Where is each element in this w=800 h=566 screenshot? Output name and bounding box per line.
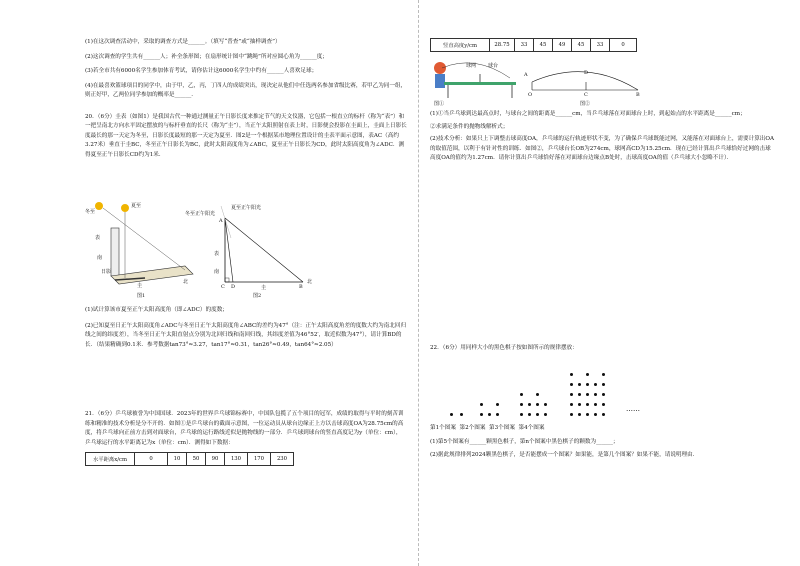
fig-label-c: C <box>584 92 588 98</box>
column-divider <box>418 0 419 566</box>
table-cell: 45 <box>572 39 591 52</box>
black-piece-dot <box>520 393 523 396</box>
table-cell: 45 <box>534 39 553 52</box>
black-piece-dot <box>594 413 597 416</box>
q20-figures <box>85 198 315 303</box>
fig-label-a: A <box>524 72 528 78</box>
table-y <box>430 38 637 52</box>
fig2-label-a: A <box>219 218 223 224</box>
black-piece-dot <box>570 393 573 396</box>
q19-line-2: (2)这次调查的学生共有______人；补全条形图；在扇形统计图中“跳绳”所对应圆心角为______度； <box>85 53 328 60</box>
q19-line-1: (1)在这次调查活动中，采取的调查方式是______。（填写“普查”或“抽样调查”） <box>85 39 281 45</box>
black-piece-dot <box>450 413 453 416</box>
fig-left-caption: 图① <box>434 101 445 107</box>
black-piece-dot <box>586 383 589 386</box>
black-piece-dot <box>460 413 463 416</box>
fig2-caption: 图2 <box>253 293 262 299</box>
table-header: 水平距离x/cm <box>86 453 135 466</box>
black-piece-dot <box>544 403 547 406</box>
q22-intro: 22．（6分）用同样大小的黑色棋子按如图所示的规律摆放： <box>430 345 578 351</box>
table-cell: 130 <box>225 453 248 466</box>
left-column <box>85 38 407 160</box>
black-piece-dot <box>536 413 539 416</box>
q21-sub-3: (2)技术分析：如果只上下调整击球高度OA，乒乓球的运行轨迹形状不变，为了确保乒乓球既能过网，又能落在对面球台上，需要计算出OA的取值范围，以利于有针对性的训练．如图②，乒乓球台长OB为274cm，球网高CD为15.25cm．现在已经计算出乒乓球恰好过网的击球高度OA的值约为1.27cm．请你计算出乒乓球恰好落在对面球台边缘点B处时，击球高度OA的值（乒乓球大小忽略不计）． <box>430 136 775 161</box>
right-column-q22-lower <box>430 424 775 461</box>
black-piece-dot <box>570 413 573 416</box>
fig1-label-shadow: 日影 <box>101 269 112 275</box>
q21-sub-1: (1)①当乒乓球到达最高点时，与球台之间的距离是______cm，当乒乓球落在对面球台上时，到起始点的水平距离是______cm； <box>430 111 746 117</box>
black-piece-dot <box>480 413 483 416</box>
black-piece-dot <box>578 413 581 416</box>
pattern-caption-4: 第4个图案 <box>518 425 545 431</box>
black-piece-dot <box>528 403 531 406</box>
table-cell: 50 <box>187 453 206 466</box>
left-column-lower <box>85 306 407 466</box>
black-piece-dot <box>496 403 499 406</box>
right-column-top <box>430 38 775 52</box>
pattern-caption-2: 第2个图案 <box>459 425 486 431</box>
fig2-label-c: C <box>221 284 225 290</box>
black-piece-dot <box>496 413 499 416</box>
fig2-label-south: 南 <box>214 269 220 275</box>
black-piece-dot <box>602 403 605 406</box>
black-piece-dot <box>602 393 605 396</box>
black-piece-dot <box>544 413 547 416</box>
black-piece-dot <box>520 413 523 416</box>
table-cell: 0 <box>610 39 637 52</box>
black-piece-dot <box>480 403 483 406</box>
fig-label-net: 球网 <box>466 63 477 69</box>
table-cell: 170 <box>248 453 271 466</box>
pattern-caption-1: 第1个图案 <box>430 425 456 431</box>
fig-label-table: 球台 <box>488 63 499 69</box>
fig1-label-gui: 圭 <box>137 283 143 289</box>
q22-sub-2: (2)据此规律排列2024颗黑色棋子，是否能摆成一个图案？如果能，是第几个图案？如果不能，请说明理由． <box>430 452 699 458</box>
sun-summer-icon <box>121 204 129 212</box>
black-piece-dot <box>586 403 589 406</box>
pattern-captions <box>430 424 775 434</box>
table-row <box>86 453 294 466</box>
black-piece-dot <box>570 403 573 406</box>
q19-line-3: (3)若全市共有6000名学生参加体育考试，请你估计这6000名学生中约有______人喜欢足球； <box>85 68 318 74</box>
fig1-caption: 图1 <box>137 293 146 299</box>
fig2-label-gui: 圭 <box>261 285 267 291</box>
black-piece-dot <box>520 403 523 406</box>
black-piece-dot <box>586 373 589 376</box>
sun-winter-icon <box>95 202 103 210</box>
table-cell: 33 <box>515 39 534 52</box>
black-piece-dot <box>570 383 573 386</box>
black-piece-dot <box>586 393 589 396</box>
fig1-label-winter: 冬至 <box>85 209 96 215</box>
right-column-q22 <box>430 344 775 354</box>
q21-intro: 21．（6分）乒乓球被誉为中国国球．2023年的世界乒乓球锦标赛中，中国队包揽了五个项目的冠军，成绩的取得与平时的刻苦训练和精准的技术分析是分不开的．如图①是乒乓球台的截面示意图，一位运动员从球台边缘正上方以击球高度OA为28.75cm的高度，将乒乓球向正前方击到对面球台，乒乓球的运行路线近似是抛物线的一部分．乒乓球到球台的竖直高度记为y（单位：cm），乒乓球运行的水平距离记为x（单位：cm）．测得如下数据： <box>85 411 404 446</box>
fig1-label-summer: 夏至 <box>131 203 142 209</box>
table-cell: 49 <box>553 39 572 52</box>
table-cell: 230 <box>271 453 294 466</box>
table-cell: 10 <box>168 453 187 466</box>
black-piece-dot <box>570 373 573 376</box>
q20-sub-1: (1)试计算该市夏至正午太阳高度角（即∠ADC）的度数； <box>85 307 228 313</box>
black-piece-dot <box>594 403 597 406</box>
fig2-label-b: B <box>299 284 303 290</box>
black-piece-dot <box>578 383 581 386</box>
figure-2 <box>203 198 313 298</box>
fig-label-b: B <box>636 92 640 98</box>
q22-sub-1: (1)第5个图案有______颗黑色棋子，第n个图案中黑色棋子的颗数为______； <box>430 438 619 445</box>
fig-label-o: O <box>528 92 533 98</box>
black-piece-dot <box>586 413 589 416</box>
fig2-label-biao: 表 <box>214 251 220 257</box>
black-piece-dot <box>602 373 605 376</box>
black-piece-dot <box>488 413 491 416</box>
q21-figures <box>430 58 750 110</box>
right-column-q21 <box>430 110 775 164</box>
fig1-label-south: 南 <box>97 255 103 261</box>
table-cell: 33 <box>591 39 610 52</box>
ellipsis: …… <box>626 405 640 413</box>
black-piece-dot <box>536 393 539 396</box>
table-cell: 0 <box>135 453 168 466</box>
fig2-label-d: D <box>231 284 236 290</box>
black-piece-dot <box>602 413 605 416</box>
fig-right-caption: 图② <box>580 101 591 107</box>
table-cell: 28.75 <box>490 39 515 52</box>
fig2-label-summer-sun: 夏至正午阳光 <box>231 205 262 211</box>
fig2-label-winter-sun: 冬至正午阳光 <box>185 211 216 217</box>
q19-line-4: (4)在最喜欢篮球项目的同学中，由于甲，乙，丙，丁四人的成绩突出，现决定从他们中任选两名参加省级比赛，若甲乙为同一组，则正好甲，乙两位同学参加的概率是______. <box>85 82 407 98</box>
table-row <box>431 39 637 52</box>
q20-intro: 20．（6分）圭表（如图1）是我国古代一种通过测量正午日影长度来推定节气的天文仪器，它包括一根直立的标杆（称为“表”）和一把呈南北方向水平固定摆放的与标杆垂直的长尺（称为“圭”），当正午太阳照射在表上时，日影便会投影在圭面上，圭面上日影长度最长的那一天定为冬至，日影长度最短的那一天定为夏至．图2是一个根据某市地理位置设计的圭表平面示意图，表AC（高约3.27米）垂直于圭BC，冬至正午日影长为BC，此时太阳高度角为∠ABC，夏至正午日影长为CD，此时太阳高度角为∠ADC．测得夏至正午日影长CD约为1米． <box>85 113 407 158</box>
black-piece-dot <box>578 393 581 396</box>
black-piece-dot <box>594 383 597 386</box>
player-icon <box>434 62 446 74</box>
fig1-label-north: 北 <box>183 279 189 285</box>
black-piece-dot <box>536 403 539 406</box>
table-x <box>85 452 294 466</box>
black-piece-dot <box>528 413 531 416</box>
fig2-label-north: 北 <box>307 279 313 285</box>
black-piece-dot <box>578 403 581 406</box>
black-piece-dot <box>602 383 605 386</box>
black-piece-dot <box>594 393 597 396</box>
table-cell: 90 <box>206 453 225 466</box>
q21-sub-2: ②求满足条件的抛物线解析式； <box>430 123 509 130</box>
fig1-label-biao: 表 <box>95 235 101 241</box>
table-header: 竖直高度y/cm <box>431 39 490 52</box>
pattern-caption-3: 第3个图案 <box>489 425 515 431</box>
q20-sub-2: (2)已知夏至日正午太阳高度角∠ADC与冬至日正午太阳高度角∠ABC的差约为47°（注：正午太阳高度角差的度数大约为南北回归线之间的纬度差），当冬至日正午太阳直射点分别为北回归线和南回归线，其纬度差值为46°52′，取近似数为47°），请计算BD的长．（结果精确到0.1米．参考数据tan73°≈3.27，tan17°≈0.31，tan26°≈0.49，tan64°≈2.05） <box>85 322 407 348</box>
fig-label-d: D <box>584 70 589 76</box>
